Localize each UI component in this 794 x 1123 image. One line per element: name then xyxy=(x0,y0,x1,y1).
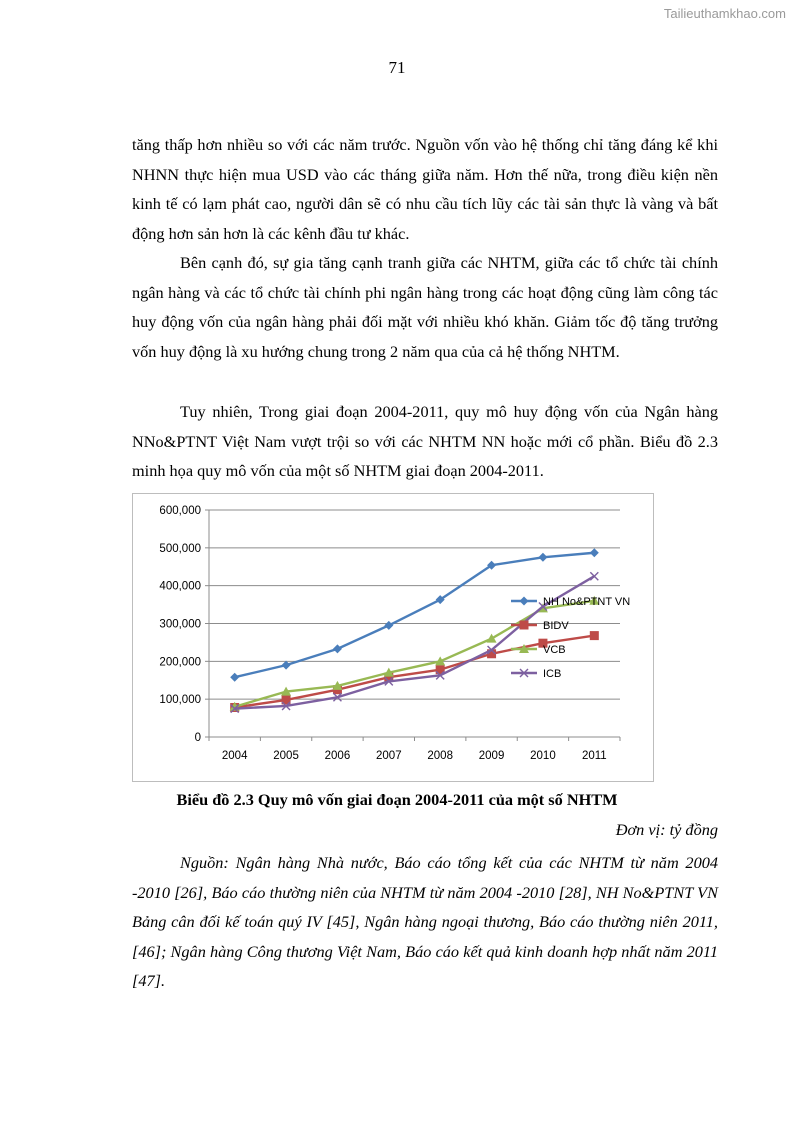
page-number: 71 xyxy=(388,58,406,77)
x-tick-label: 2004 xyxy=(221,750,248,762)
paragraph-2: Bên cạnh đó, sự gia tăng cạnh tranh giữa các NHTM, giữa các tổ chức tài chính ngân hàng và các tổ chức tài chính phi ngân hàng trong các hoạt động cũng làm công tác huy động vốn của ngân hàng phải đối mặt với nhiều khó khăn. Giảm tốc độ tăng trưởng vốn huy động là xu hướng chung trong 2 năm qua của cả hệ thống NHTM. xyxy=(132,253,718,361)
unit-note: Đơn vị: tỷ đồng xyxy=(615,820,718,839)
paragraph-1: tăng thấp hơn nhiều so với các năm trước. Nguồn vốn vào hệ thống chỉ tăng đáng kể khi NHNN thực hiện mua USD vào các tháng giữa năm. Hơn thế nữa, trong điều kiện nền kinh tế có lạm phát cao, người dân sẽ có nhu cầu tích lũy các tài sản thực là vàng và bất động hơn sản hơn là các kênh đầu tư khác. xyxy=(132,135,718,243)
x-tick-label: 2007 xyxy=(376,750,402,762)
figure-caption: Biểu đồ 2.3 Quy mô vốn giai đoạn 2004-2011 của một số NHTM xyxy=(176,790,618,809)
legend-label-nh-no-ptnt-vn: NH No&PTNT VN xyxy=(543,596,631,608)
legend-label-vcb: VCB xyxy=(543,644,566,656)
legend-marker-nh-no-ptnt-vn xyxy=(520,597,529,606)
x-tick-label: 2009 xyxy=(478,750,505,762)
data-point-vcb xyxy=(487,634,497,643)
data-point-bidv xyxy=(590,631,599,640)
paragraph-3: Tuy nhiên, Trong giai đoạn 2004-2011, quy mô huy động vốn của Ngân hàng NNo&PTNT Việt Nam vượt trội so với các NHTM NN hoặc mới cổ phần. Biểu đồ 2.3 minh họa quy mô vốn của một số NHTM giai đoạn 2004-2011. xyxy=(132,402,718,481)
y-tick-label: 300,000 xyxy=(159,618,201,631)
y-tick-label: 200,000 xyxy=(159,656,201,669)
series-line-nh-no-ptnt-vn xyxy=(235,553,595,677)
y-tick-label: 500,000 xyxy=(159,542,201,555)
data-point-icb xyxy=(590,572,598,580)
y-tick-label: 600,000 xyxy=(159,505,201,517)
x-tick-label: 2011 xyxy=(581,750,607,762)
legend-label-icb: ICB xyxy=(543,668,562,680)
series-line-vcb xyxy=(235,601,595,707)
data-point-nh-no-ptnt-vn xyxy=(590,548,599,557)
x-tick-label: 2008 xyxy=(427,750,453,762)
y-tick-label: 100,000 xyxy=(159,694,201,707)
line-chart xyxy=(133,494,653,781)
x-tick-label: 2010 xyxy=(530,750,556,762)
y-tick-label: 0 xyxy=(194,732,201,744)
y-tick-label: 400,000 xyxy=(159,580,201,593)
data-point-nh-no-ptnt-vn xyxy=(333,644,342,653)
data-point-nh-no-ptnt-vn xyxy=(538,553,547,562)
legend-marker-bidv xyxy=(520,621,529,630)
watermark: Tailieuthamkhao.com xyxy=(663,6,786,21)
chart-container xyxy=(132,493,654,782)
data-point-nh-no-ptnt-vn xyxy=(282,661,291,670)
source-note: Nguồn: Ngân hàng Nhà nước, Báo cáo tổng kết của các NHTM từ năm 2004 -2010 [26], Báo cáo thường niên của NHTM từ năm 2004 -2010 [28], NH No&PTNT VN Bảng cân đối kế toán quý IV [45], Ngân hàng ngoại thương, Báo cáo thường niên 2011,[46]; Ngân hàng Công thương Việt Nam, Báo cáo kết quả kinh doanh hợp nhất năm 2011 [47]. xyxy=(132,853,718,991)
x-tick-label: 2005 xyxy=(273,750,299,762)
x-tick-label: 2006 xyxy=(324,750,351,762)
data-point-nh-no-ptnt-vn xyxy=(384,621,393,630)
legend-label-bidv: BIDV xyxy=(543,620,569,632)
data-point-nh-no-ptnt-vn xyxy=(230,673,239,682)
